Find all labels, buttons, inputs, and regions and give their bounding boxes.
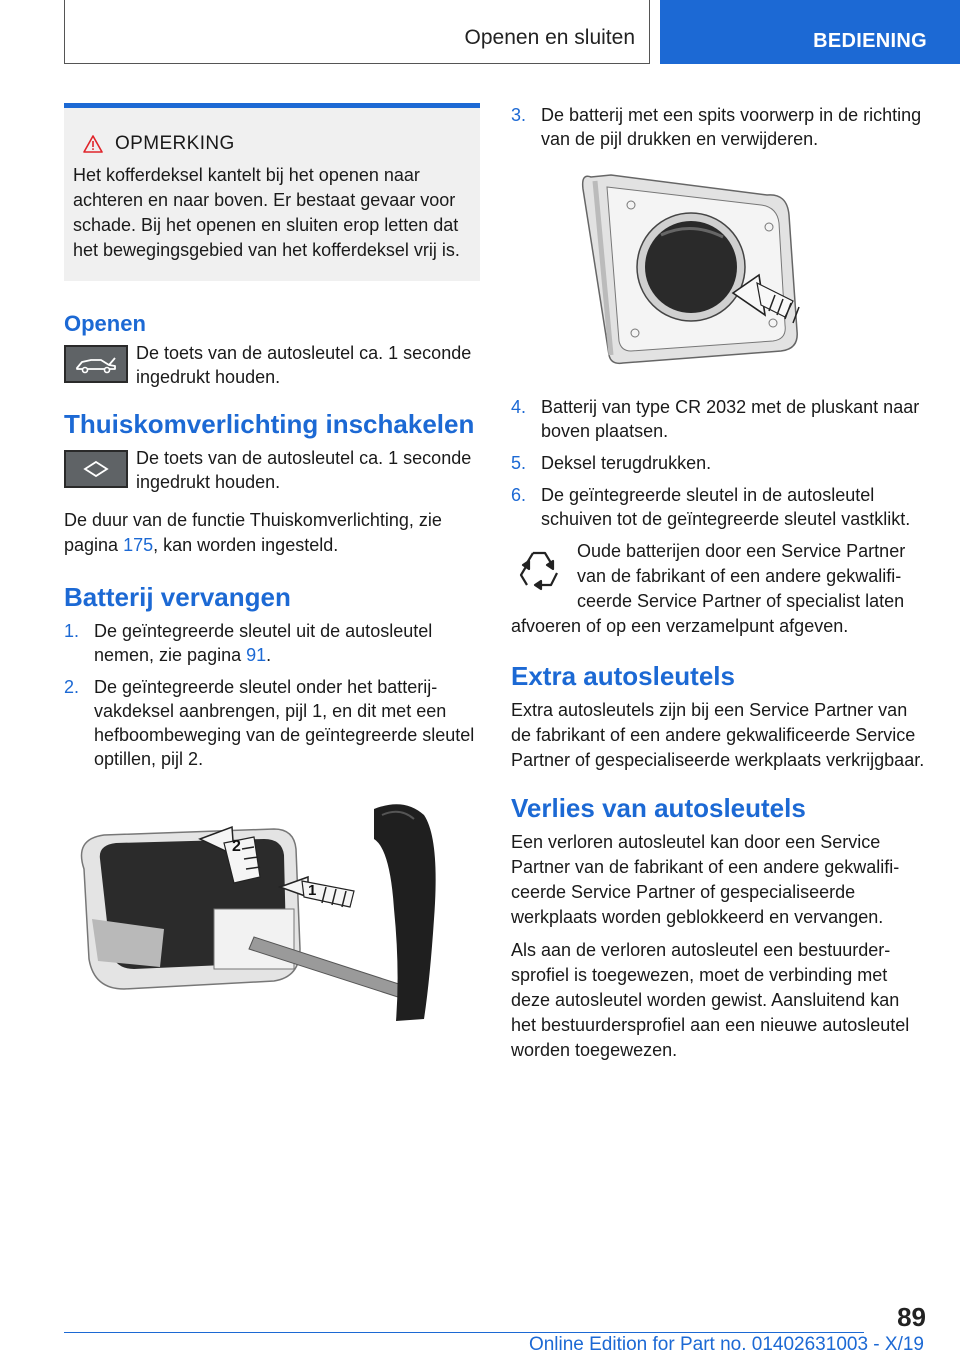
header-separator xyxy=(649,0,650,64)
openen-text: De toets van de autosleutel ca. 1 seconde ingedrukt houden. xyxy=(136,343,472,387)
header-bottom-rule xyxy=(64,63,650,64)
battery-removal-illustration xyxy=(511,165,927,365)
recycle-icon xyxy=(511,543,567,599)
trunk-button-icon xyxy=(64,345,128,383)
footer-edition: Online Edition for Part no. 01402631003 - X/19 xyxy=(528,1334,924,1355)
recycle-text-tail: afvoeren of op een verzamelpunt afgeven. xyxy=(511,616,849,636)
battery-steps-left xyxy=(64,619,480,771)
notice-box xyxy=(64,103,480,281)
header-section-title: Openen en sluiten xyxy=(464,26,635,49)
step-number: 2. xyxy=(64,677,80,697)
recycle-text: Oude batterijen door een Service Partner van de fabrikant of een andere gekwalificeerde Service Partner of specialist laten xyxy=(577,541,906,611)
extra-paragraph: Extra autosleutels zijn bij een Service Partner van de fabrikant of een andere gekwalificeerde Service Partner of gespecialiseerde werkplaats verkrijgbaar. xyxy=(511,700,925,770)
heading-openen: Openen xyxy=(64,311,146,336)
verlies-paragraph-2: Als aan de verloren autosleutel een bestuurdersprofiel is toegewezen, moet de verbinding met deze autosleutel worden gewist. Aansluitend kan het bestuurdersprofiel aan een nieuwe autosleutel worden toegewezen. xyxy=(511,940,910,1060)
notice-title-text: OPMERKING xyxy=(115,133,235,154)
step-text: De batterij met een spits voorwerp in de richting van de pijl drukken en verwijderen. xyxy=(541,105,922,149)
battery-steps-right-a xyxy=(511,103,927,151)
step-item xyxy=(511,103,927,151)
step1-text-before: De geïntegreerde sleutel uit de autosleutel nemen, zie pagina xyxy=(94,621,433,665)
step1-text-after: . xyxy=(266,645,272,665)
step-item xyxy=(64,619,480,667)
thuiskom-row xyxy=(64,446,480,494)
header-chapter-tab xyxy=(660,0,960,64)
step-number: 3. xyxy=(511,105,527,125)
header-chapter-label: BEDIENING xyxy=(813,29,927,52)
step-text xyxy=(94,619,480,667)
page-number: 89 xyxy=(897,1302,926,1332)
header-left-rule xyxy=(64,0,65,64)
step-item xyxy=(64,675,480,771)
notice-title xyxy=(73,133,471,155)
battery-steps-right-b xyxy=(511,395,927,531)
key-lever-illustration xyxy=(64,799,480,1029)
notice-body: Het kofferdeksel kantelt bij het openen naar achteren en naar boven. Er bestaat gevaar voor schade. Bij het openen en sluiten erop letten dat het bewegingsgebied van het kofferdeksel vrij is. xyxy=(73,165,460,260)
right-column xyxy=(511,103,927,1063)
left-column xyxy=(64,103,480,1029)
heading-batterij-vervangen: Batterij vervangen xyxy=(64,582,291,612)
step-text: De geïntegreerde sleutel onder het batterijvakdeksel aanbrengen, pijl 1, en dit met een hefboombeweging van de geïntegreerde sleutel optillen, pijl 2. xyxy=(94,677,475,769)
thuiskom-para-after: , kan worden ingesteld. xyxy=(153,535,339,555)
recycle-note xyxy=(511,539,927,614)
footer-rule xyxy=(64,1332,864,1333)
step-number: 1. xyxy=(64,621,80,641)
warning-icon xyxy=(83,135,103,153)
step-number: 5. xyxy=(511,453,527,473)
thuiskom-para-before: De duur van de functie Thuiskomverlichting, zie pagina xyxy=(64,510,442,555)
page-link-91[interactable]: 91 xyxy=(246,645,267,665)
openen-row xyxy=(64,341,480,389)
step-number: 6. xyxy=(511,485,527,505)
step-number: 4. xyxy=(511,397,527,417)
step-item xyxy=(511,451,927,475)
heading-verlies: Verlies van autosleutels xyxy=(511,793,806,823)
step-text: Deksel terugdrukken. xyxy=(541,453,712,473)
verlies-paragraph-1: Een verloren autosleutel kan door een Service Partner van de fabrikant of een andere gekwalificeerde Service Partner of gespecialiseerde werkplaats worden geblokkeerd en vervangen. xyxy=(511,832,900,927)
headlight-button-icon xyxy=(64,450,128,488)
thuiskom-paragraph xyxy=(64,508,480,558)
step-item xyxy=(511,395,927,443)
heading-extra-autosleutels: Extra autosleutels xyxy=(511,661,735,691)
step-text: Batterij van type CR 2032 met de pluskant naar boven plaatsen. xyxy=(541,397,920,441)
thuiskom-text: De toets van de autosleutel ca. 1 seconde ingedrukt houden. xyxy=(136,448,472,492)
step-text: De geïntegreerde sleutel in de autosleutel schuiven tot de geïntegreerde sleutel vastklikt. xyxy=(541,485,911,529)
step-item xyxy=(511,483,927,531)
page-link-175[interactable]: 175 xyxy=(123,535,154,555)
heading-thuiskomverlichting: Thuiskomverlichting inschakelen xyxy=(64,409,475,439)
arrow-label-2: 2 xyxy=(232,838,241,855)
arrow-label-1: 1 xyxy=(308,882,317,899)
